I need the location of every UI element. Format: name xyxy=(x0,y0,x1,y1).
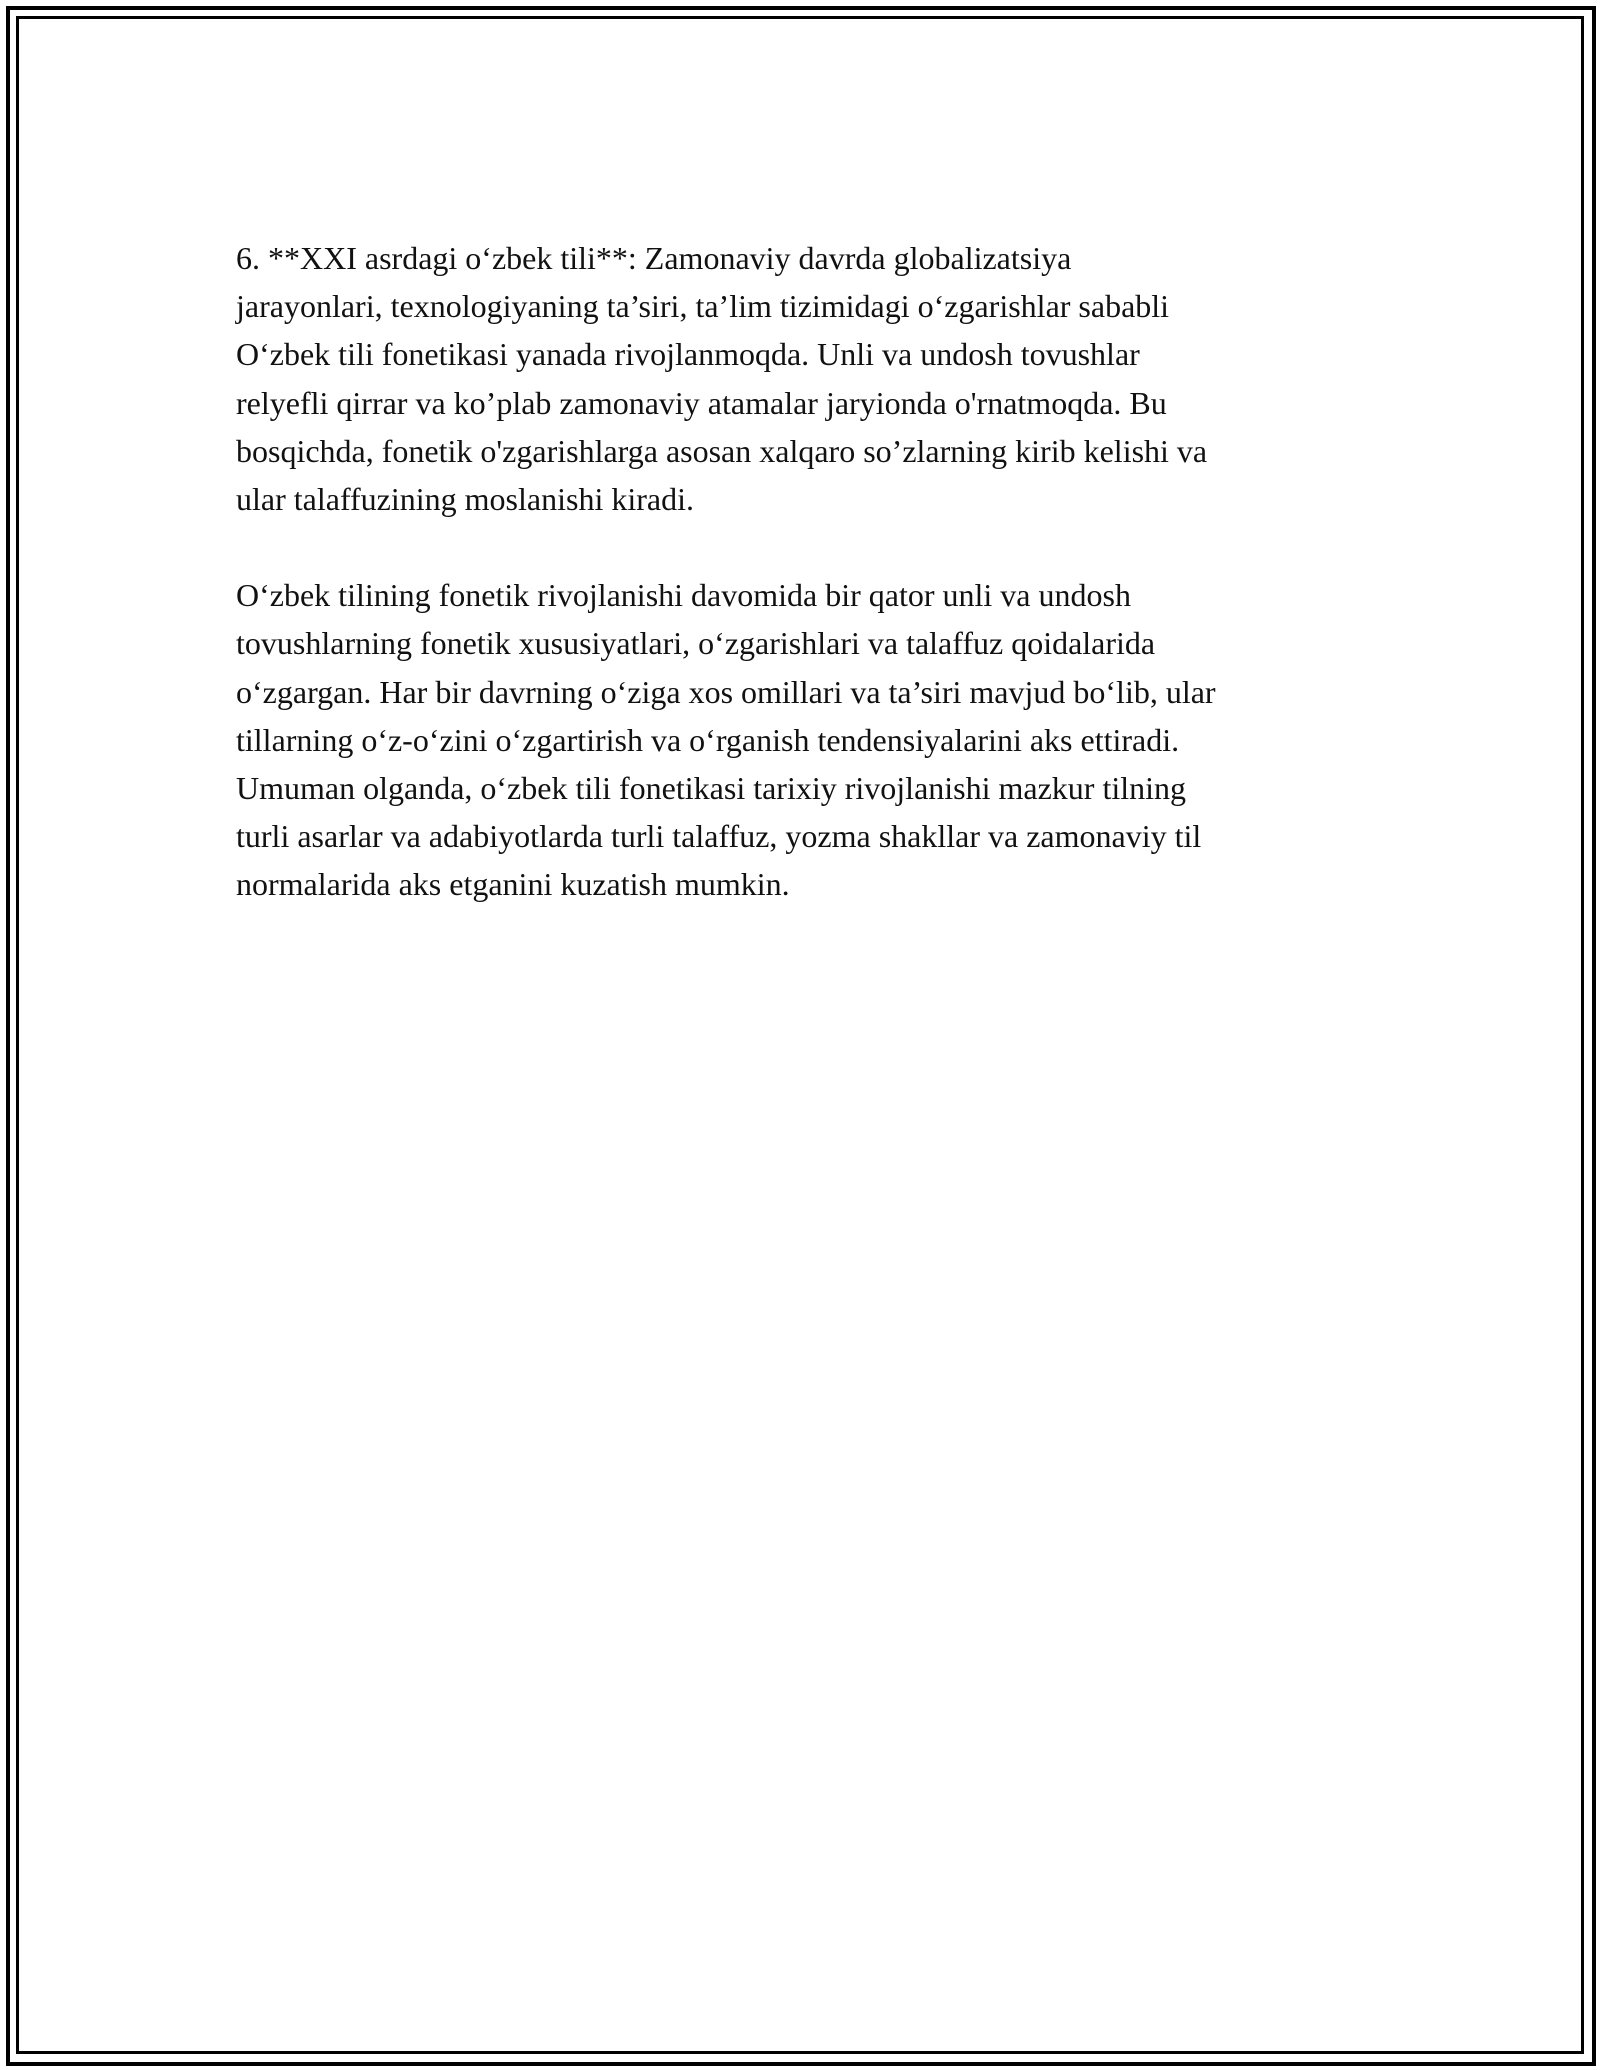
document-body xyxy=(236,234,1386,909)
text-line: normalarida aks etganini kuzatish mumkin. xyxy=(236,866,790,903)
text-line: O‘zbek tili fonetikasi yanada rivojlanmoqda. Unli va undosh tovushlar xyxy=(236,336,1140,373)
text-line: Umuman olganda, o‘zbek tili fonetikasi tarixiy rivojlanishi mazkur tilning xyxy=(236,770,1187,807)
text-line: 6. **XXI asrdagi o‘zbek tili**: Zamonaviy davrda globalizatsiya xyxy=(236,240,1072,276)
text-line: O‘zbek tilining fonetik rivojlanishi davomida bir qator unli va undosh xyxy=(236,577,1131,614)
text-line: ular talaffuzining moslanishi kiradi. xyxy=(236,481,694,518)
text-line: tillarning o‘z-o‘zini o‘zgartirish va o‘rganish tendensiyalarini aks ettiradi. xyxy=(236,721,1180,758)
text-line: relyefli qirrar va ko’plab zamonaviy atamalar jaryionda o'rnatmoqda. Bu xyxy=(236,384,1167,421)
paragraph-summary xyxy=(236,571,1386,908)
text-line: turli asarlar va adabiyotlarda turli talaffuz, yozma shakllar va zamonaviy til xyxy=(236,818,1202,855)
text-line: tovushlarning fonetik xususiyatlari, o‘zgarishlari va talaffuz qoidalarida xyxy=(236,625,1156,662)
paragraph-xxi-century xyxy=(236,234,1386,523)
text-line: bosqichda, fonetik o'zgarishlarga asosan xalqaro so’zlarning kirib kelishi va xyxy=(236,432,1208,469)
text-line: o‘zgargan. Har bir davrning o‘ziga xos omillari va ta’siri mavjud bo‘lib, ular xyxy=(236,673,1216,710)
text-line: jarayonlari, texnologiyaning ta’siri, ta’lim tizimidagi o‘zgarishlar sababli xyxy=(236,288,1170,325)
